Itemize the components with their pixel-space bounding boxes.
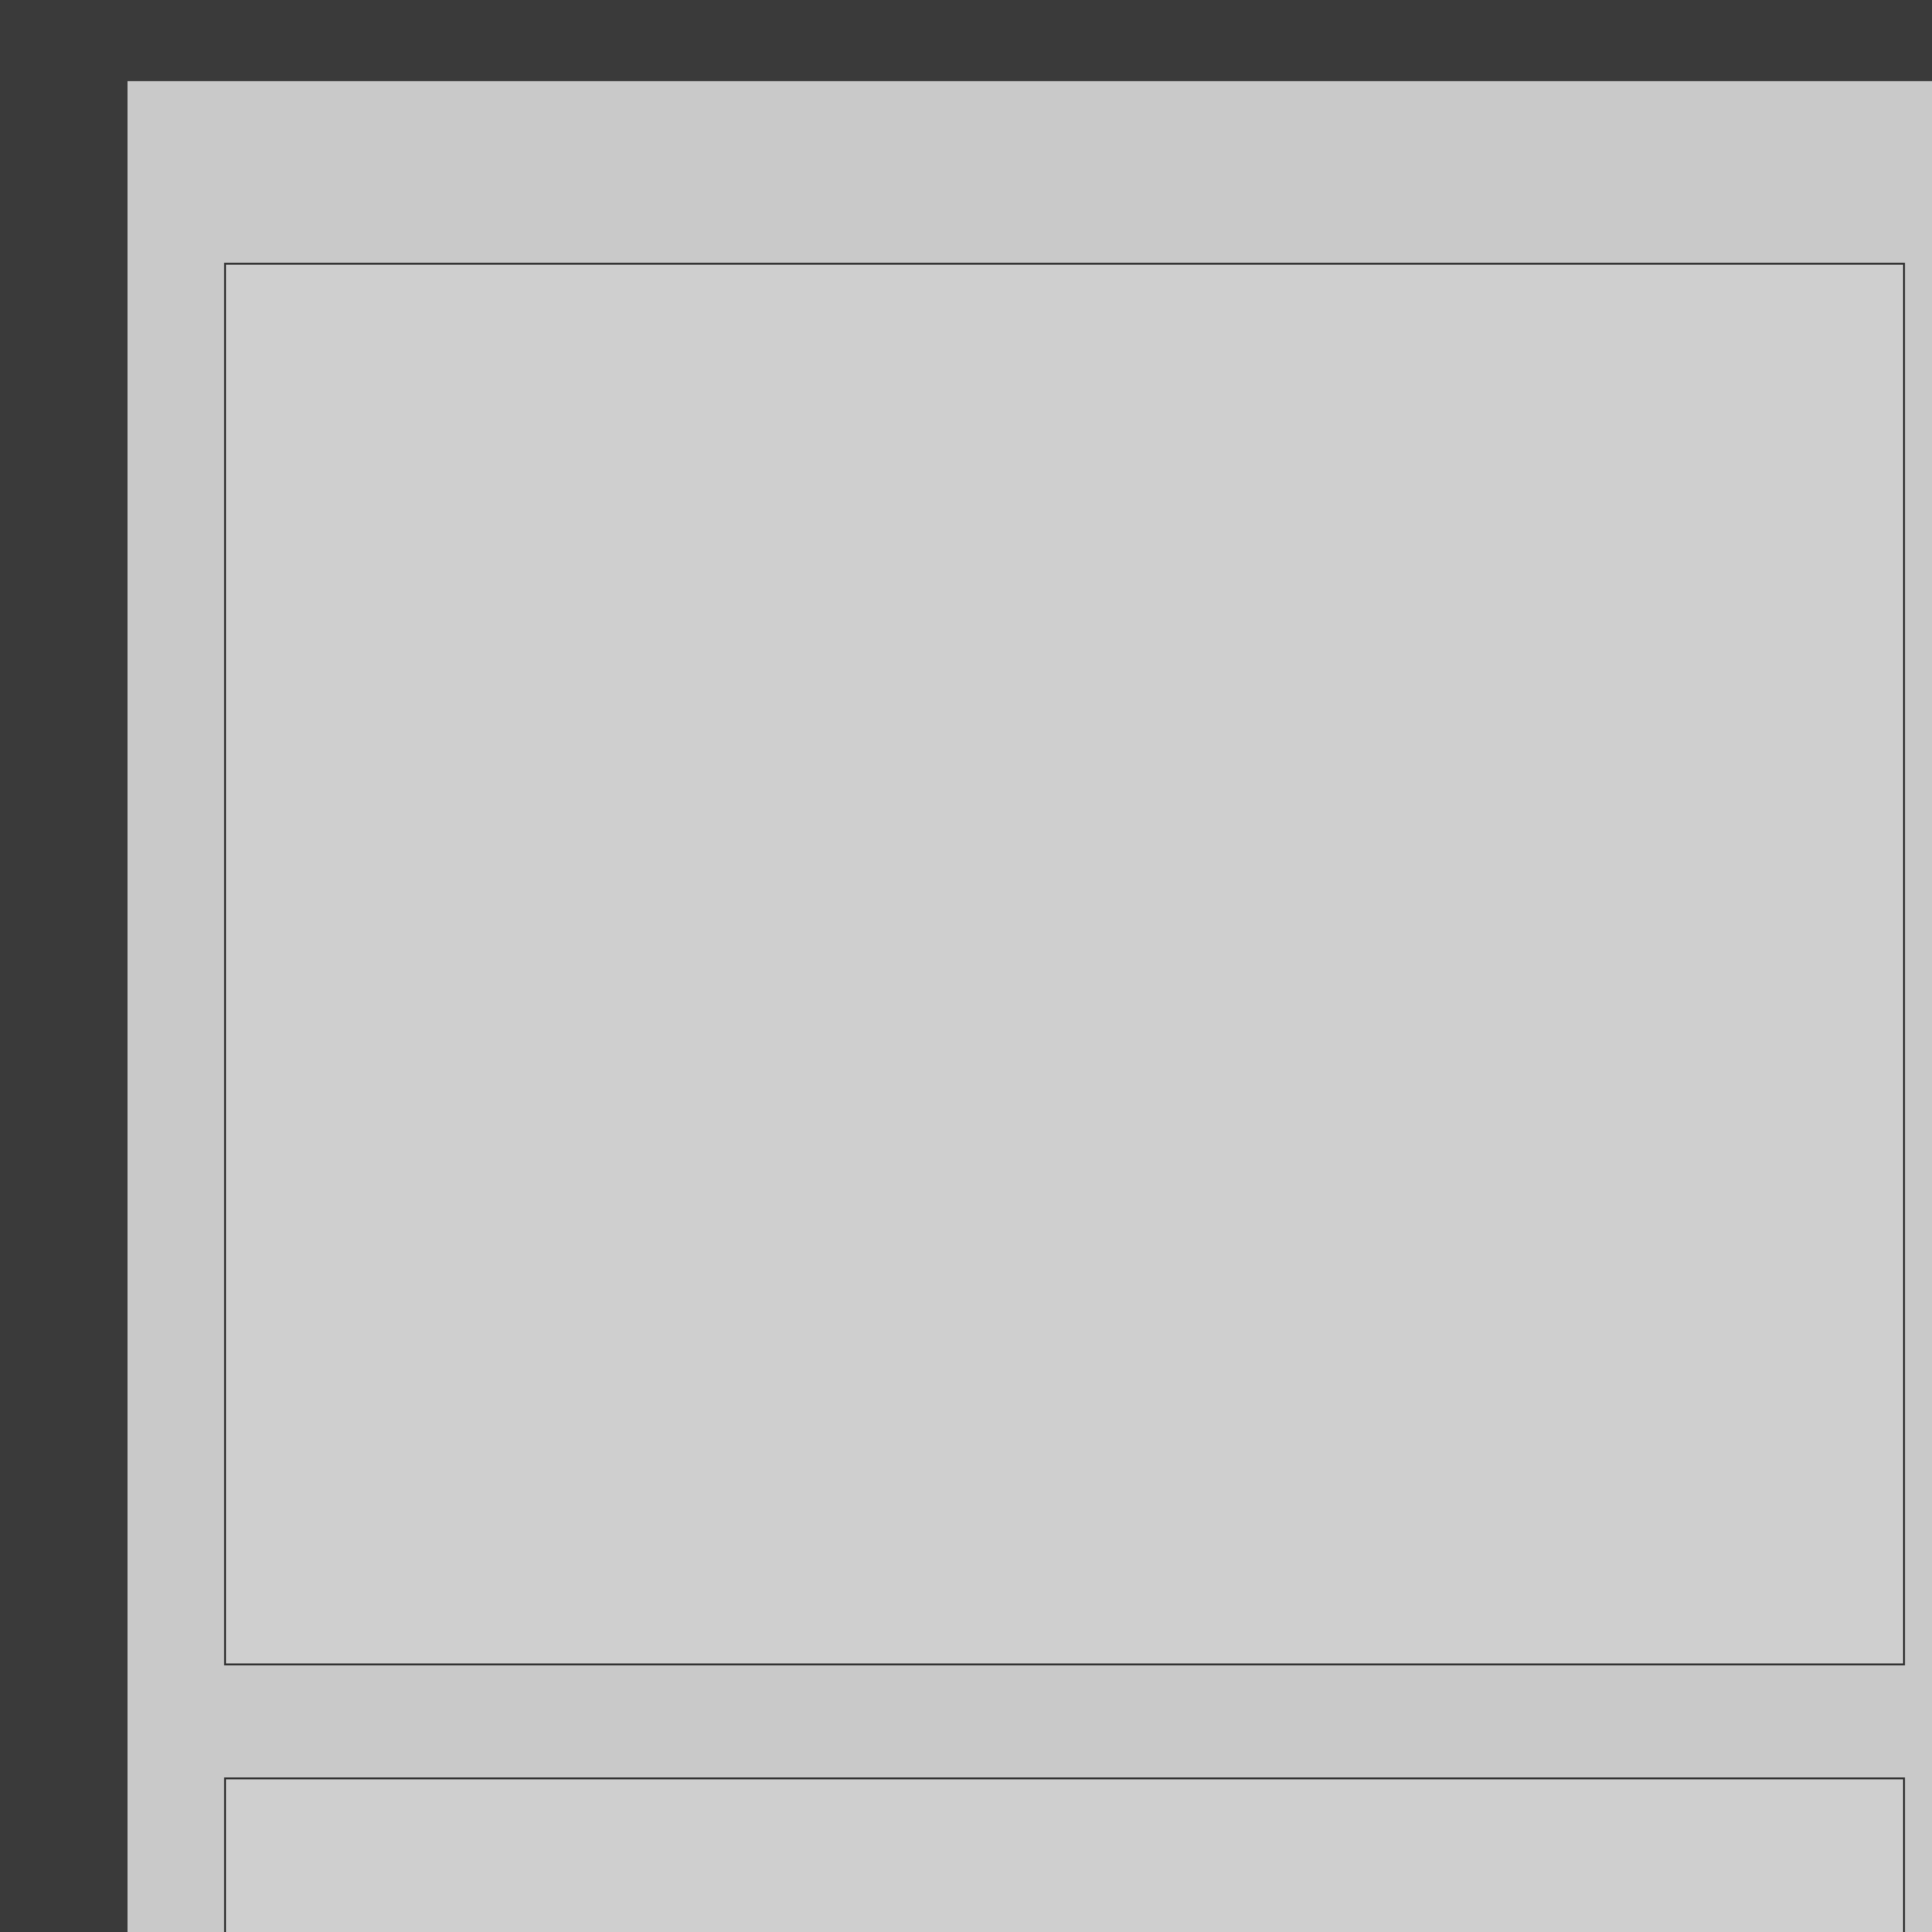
mines-table: [224, 1777, 1905, 1932]
page-header: [232, 209, 1893, 240]
bonds-table: [224, 263, 1905, 1665]
